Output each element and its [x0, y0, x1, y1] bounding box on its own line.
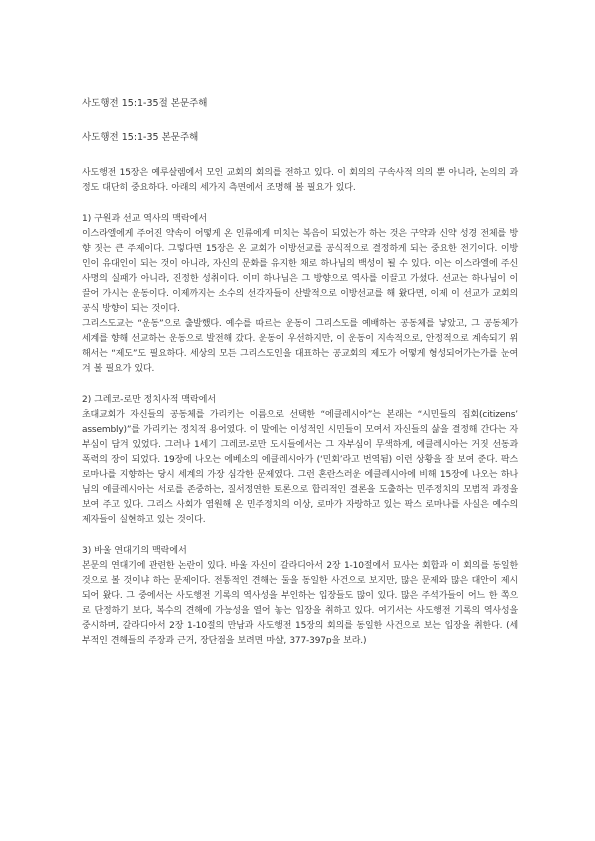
document-title: 사도행전 15:1-35절 본문주해: [82, 98, 208, 109]
intro-paragraph: 사도행전 15장은 예루살렘에서 모인 교회의 회의를 전하고 있다. 이 회의의 구속사적 의의 뿐 아니라, 논의의 과정도 대단히 중요하다. 아래의 세가지 측면에서 조명해 볼 필요가 있다.: [82, 168, 518, 193]
document-subtitle: 사도행전 15:1-35 본문주해: [82, 132, 199, 143]
section-paragraph: 본문의 연대기에 관련한 논란이 있다. 바울 자신이 갈라디아서 2장 1-10절에서 묘사는 회합과 이 회의를 동일한 것으로 볼 것이냐 하는 문제이다. 전통적인 견해는 둘을 동일한 사건으로 보지만, 많은 문제와 많은 대안이 제시되어 왔다. 그 중에서는 사도행전 기록의 역사성을 부인하는 입장들도 많이 있다. 많은 주석가들이 어느 한 쪽으로 단정하기 보다, 복수의 견해에 가능성을 열어 놓는 입장을 취하고 있다. 여기서는 사도행전 기록의 역사성을 중시하며, 갈라디아서 2장 1-10절의 만남과 사도행전 15장의 회의를 동일한 사건으로 보는 입장을 취한다. (세부적인 견해들의 주장과 근거, 장단점을 보려면 마샬, 377-397p을 보라.): [82, 561, 518, 646]
section-paragraph: 초대교회가 자신들의 공동체를 가리키는 이름으로 선택한 “에클레시아”는 본래는 “시민들의 집회(citizens’ assembly)”를 가리키는 정치적 용어였다. 이 말에는 이성적인 시민들이 모여서 자신들의 삶을 결정해 간다는 자부심이 담겨 있었다. 그러나 1세기 그레코-로만 도시들에서는 그 자부심이 무색하게, 에클레시아는 거짓 선동과 폭력의 장이 되었다. 19장에 나오는 에베소의 에클레시아가 (‘민회’라고 번역됨) 이런 상황을 잘 보여 준다. 팍스 로마나를 지향하는 당시 세계의 가장 심각한 문제였다. 그런 혼란스러운 에클레시아에 비해 15장에 나오는 하나님의 에클레시아는 서로를 존중하는, 질서정연한 토론으로 합리적인 결론을 도출하는 민주정치의 모범적 과정을 보여 주고 있다. 그리스 사회가 염원해 온 민주정치의 이상, 로마가 자랑하고 있는 팍스 로마나를 사실은 예수의 제자들이 실현하고 있는 것이다.: [82, 410, 518, 525]
section-paragraph: 그리스도교는 “운동”으로 출발했다. 예수를 따르는 운동이 그리스도를 예배하는 공동체를 낳았고, 그 공동체가 세계를 향해 선교하는 운동으로 발전해 갔다. 운동이 우선하지만, 이 운동이 지속적으로, 안정적으로 계속되기 위해서는 “제도”도 필요하다. 세상의 모든 그리스도인을 대표하는 공교회의 제도가 어떻게 형성되어가는가를 눈여겨 볼 필요가 있다.: [82, 319, 518, 374]
section-heading: 2) 그레코-로만 정치사적 맥락에서: [82, 395, 217, 405]
section-3: [82, 544, 518, 649]
section-1: [82, 212, 518, 377]
section-2: [82, 393, 518, 528]
document-body: [82, 96, 518, 649]
section-heading: 1) 구원과 선교 역사의 맥락에서: [82, 214, 208, 224]
section-heading: 3) 바울 연대기의 맥락에서: [82, 546, 187, 556]
section-paragraph: 이스라엘에게 주어진 약속이 어떻게 온 인류에게 미치는 복음이 되었는가 하는 것은 구약과 신약 성경 전체를 방향 짓는 큰 주제이다. 그렇다면 15장은 온 교회가 이방선교를 공식적으로 결정하게 되는 중요한 전기이다. 이방인이 유대인이 되는 것이 아니라, 자신의 문화를 유지한 채로 하나님의 백성이 될 수 있다. 이는 이스라엘에 주신 사명의 실패가 아니라, 진정한 성취이다. 이미 하나님은 그 방향으로 역사를 이끌고 가셨다. 선교는 하나님이 이끌어 가시는 운동이다. 이제까지는 소수의 선각자들이 산발적으로 이방선교를 해 왔다면, 이제 이 선교가 교회의 공식 방향이 되는 것이다.: [82, 229, 518, 314]
